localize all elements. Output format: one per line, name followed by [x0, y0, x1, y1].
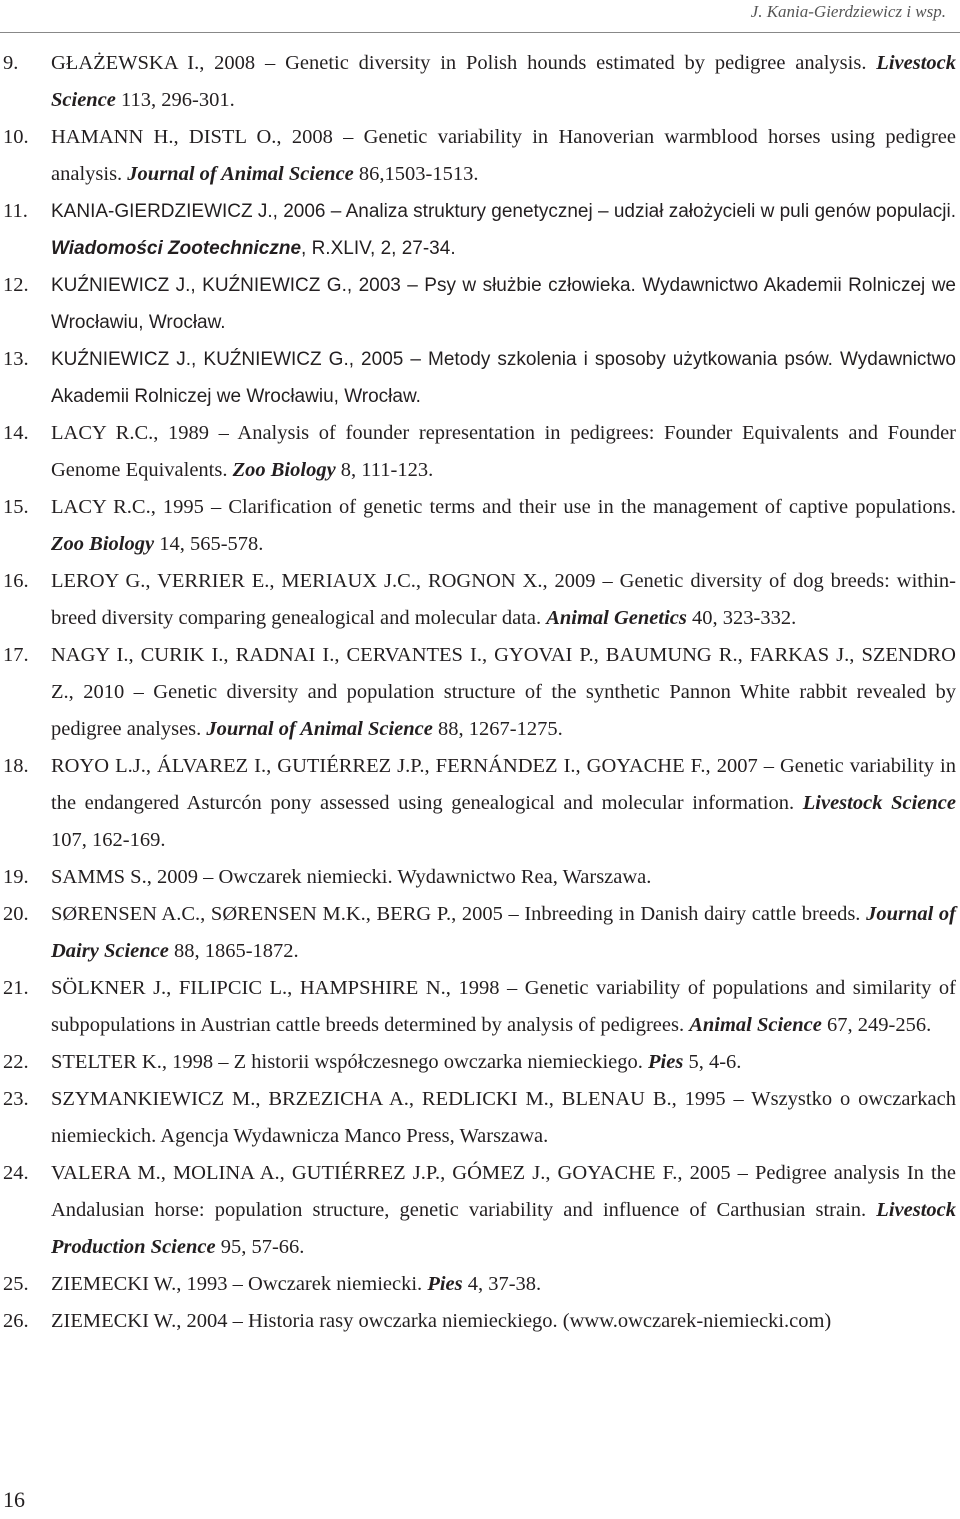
reference-text: KUŹNIEWICZ J., KUŹNIEWICZ G., 2005 – Metody szkolenia i sposoby użytkowania psów. Wydawnictwo Akademii Rolniczej we Wrocławiu, Wrocław. [51, 349, 956, 407]
reference-text: SZYMANKIEWICZ M., BRZEZICHA A., REDLICKI M., BLENAU B., 1995 – Wszystko o owczarkach niemieckich. Agencja Wydawnicza Manco Press, Warszawa. [51, 1088, 956, 1147]
reference-text: KUŹNIEWICZ J., KUŹNIEWICZ G., 2003 – Psy w służbie człowieka. Wydawnictwo Akademii Rolniczej we Wrocławiu, Wrocław. [51, 275, 956, 333]
reference-text: VALERA M., MOLINA A., GUTIÉRREZ J.P., GÓMEZ J., GOYACHE F., 2005 – Pedigree analysis In the Andalusian horse: population structure, genetic variability and influence of Carthusian strain. [51, 1162, 956, 1221]
reference-journal: Pies [427, 1273, 463, 1295]
reference-text: ZIEMECKI W., 2004 – Historia rasy owczarka niemieckiego. (www.owczarek-niemiecki.com) [51, 1310, 832, 1332]
reference-journal: Pies [648, 1051, 684, 1073]
reference-item [0, 1044, 960, 1081]
reference-number: 23. [3, 1088, 29, 1110]
reference-details: , R.XLIV, 2, 27-34. [301, 238, 456, 259]
reference-number: 13. [3, 348, 29, 370]
reference-item [0, 970, 960, 1044]
reference-number: 11. [3, 200, 28, 222]
reference-text: SØRENSEN A.C., SØRENSEN M.K., BERG P., 2005 – Inbreeding in Danish dairy cattle breeds. [51, 903, 867, 925]
reference-item [0, 896, 960, 970]
reference-item [0, 415, 960, 489]
reference-number: 26. [3, 1310, 29, 1332]
reference-journal: Zoo Biology [232, 459, 336, 481]
reference-item [0, 45, 960, 119]
reference-number: 22. [3, 1051, 29, 1073]
reference-details: 88, 1267-1275. [432, 718, 563, 740]
reference-journal: Journal of Animal Science [127, 163, 354, 185]
reference-item [0, 563, 960, 637]
reference-journal: Livestock Production Science [51, 1199, 956, 1258]
reference-journal: Livestock Science [51, 52, 956, 111]
reference-details: 4, 37-38. [462, 1273, 542, 1295]
reference-text: LEROY G., VERRIER E., MERIAUX J.C., ROGNON X., 2009 – Genetic diversity of dog breeds: within-breed diversity comparing genealogical and molecular data. [51, 570, 956, 629]
reference-item [0, 341, 960, 415]
reference-journal: Journal of Animal Science [206, 718, 433, 740]
reference-number: 21. [3, 977, 29, 999]
reference-item [0, 193, 960, 267]
reference-number: 12. [3, 274, 29, 296]
reference-item [0, 1303, 960, 1340]
reference-item [0, 1081, 960, 1155]
reference-text: SÖLKNER J., FILIPCIC L., HAMPSHIRE N., 1998 – Genetic variability of populations and similarity of subpopulations in Austrian cattle breeds determined by analysis of pedigrees. [51, 977, 956, 1036]
reference-text: SAMMS S., 2009 – Owczarek niemiecki. Wydawnictwo Rea, Warszawa. [51, 866, 652, 888]
running-head: J. Kania-Gierdziewicz i wsp. [750, 2, 946, 21]
reference-text: LACY R.C., 1989 – Analysis of founder representation in pedigrees: Founder Equivalents and Founder Genome Equivalents. [51, 422, 956, 481]
reference-details: 14, 565-578. [154, 533, 264, 555]
reference-number: 16. [3, 570, 29, 592]
reference-item [0, 267, 960, 341]
reference-journal: Animal Science [689, 1014, 822, 1036]
reference-details: 8, 111-123. [335, 459, 434, 481]
reference-item [0, 119, 960, 193]
reference-number: 25. [3, 1273, 29, 1295]
reference-text: STELTER K., 1998 – Z historii współczesnego owczarka niemieckiego. [51, 1051, 649, 1073]
header-rule [0, 32, 960, 33]
reference-item [0, 637, 960, 748]
reference-details: 95, 57-66. [215, 1236, 305, 1258]
reference-details: 86,1503-1513. [353, 163, 479, 185]
reference-text: ZIEMECKI W., 1993 – Owczarek niemiecki. [51, 1273, 428, 1295]
reference-item [0, 489, 960, 563]
reference-item [0, 1155, 960, 1266]
reference-item [0, 1266, 960, 1303]
reference-details: 67, 249-256. [821, 1014, 932, 1036]
reference-text: HAMANN H., DISTL O., 2008 – Genetic variability in Hanoverian warmblood horses using pedigree analysis. [51, 126, 956, 185]
reference-number: 17. [3, 644, 29, 666]
reference-journal: Livestock Science [802, 792, 956, 814]
reference-journal: Animal Genetics [546, 607, 687, 629]
reference-details: 40, 323-332. [686, 607, 797, 629]
reference-text: NAGY I., CURIK I., RADNAI I., CERVANTES I., GYOVAI P., BAUMUNG R., FARKAS J., SZENDRO Z., 2010 – Genetic diversity and population structure of the synthetic Pannon White rabbit revealed by pedigree analyses. [51, 644, 956, 740]
reference-number: 18. [3, 755, 29, 777]
reference-details: 5, 4-6. [683, 1051, 742, 1073]
reference-number: 10. [3, 126, 29, 148]
reference-item [0, 748, 960, 859]
reference-journal: Zoo Biology [51, 533, 155, 555]
reference-list [0, 45, 960, 1340]
reference-item [0, 859, 960, 896]
reference-number: 15. [3, 496, 29, 518]
page-number: 16 [3, 1487, 25, 1512]
reference-number: 14. [3, 422, 29, 444]
reference-text: GŁAŻEWSKA I., 2008 – Genetic diversity in Polish hounds estimated by pedigree analysis. [51, 52, 877, 74]
reference-details: 113, 296-301. [115, 89, 235, 111]
reference-details: 88, 1865-1872. [168, 940, 299, 962]
reference-number: 9. [3, 52, 19, 74]
reference-number: 20. [3, 903, 29, 925]
reference-text: LACY R.C., 1995 – Clarification of genetic terms and their use in the management of captive populations. [51, 496, 956, 518]
reference-text: KANIA-GIERDZIEWICZ J., 2006 – Analiza struktury genetycznej – udział założycieli w puli genów populacji. [51, 201, 957, 222]
reference-text: ROYO L.J., ÁLVAREZ I., GUTIÉRREZ J.P., FERNÁNDEZ I., GOYACHE F., 2007 – Genetic variability in the endangered Asturcón pony assessed using genealogical and molecular information. [51, 755, 956, 814]
reference-number: 24. [3, 1162, 29, 1184]
reference-number: 19. [3, 866, 29, 888]
reference-journal: Journal of Dairy Science [51, 903, 956, 962]
reference-journal: Wiadomości Zootechniczne [51, 238, 302, 259]
reference-details: 107, 162-169. [51, 829, 166, 851]
